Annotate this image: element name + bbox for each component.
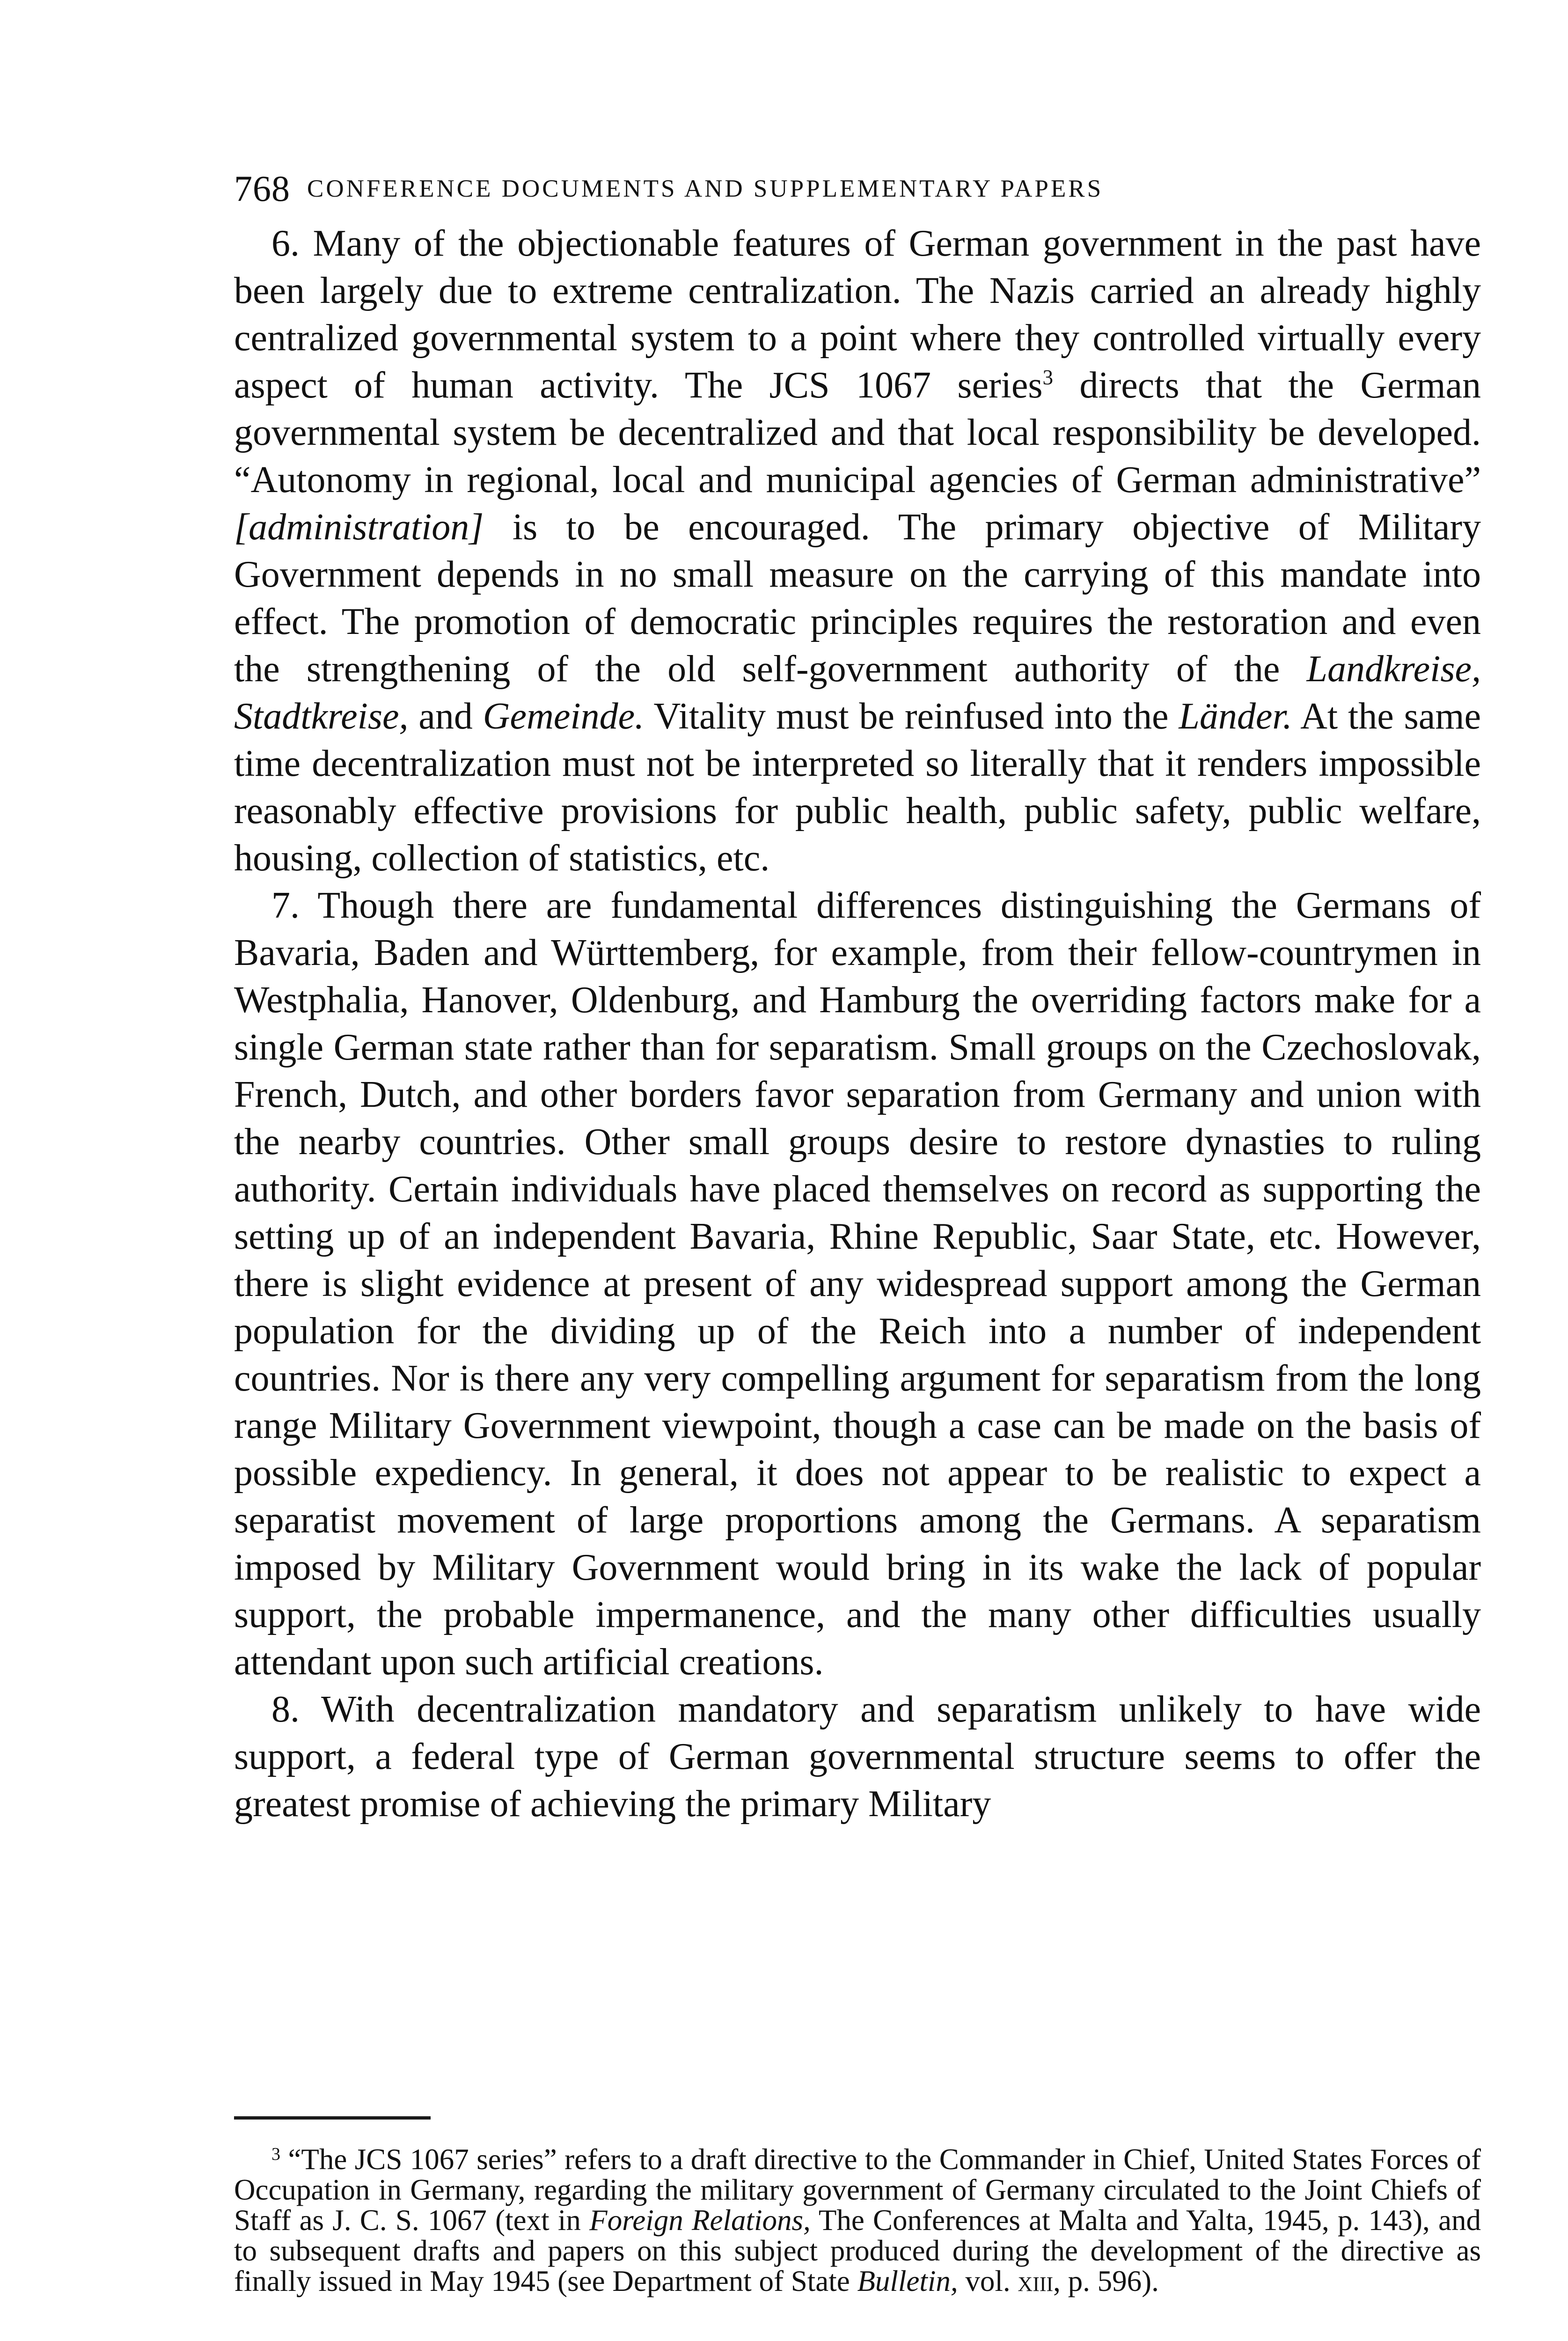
paragraph-7: 7. Though there are fundamental differences distinguishing the Germans of Bavaria, Baden and Württemberg, for example, from their fellow-countrymen in Westphalia, Hanover, Oldenburg, and Hamburg the overriding factors make for a single German state rather than for separatism. Small groups on the Czechoslovak, French, Dutch, and other borders favor separation from Germany and union with the nearby countries. Other small groups desire to restore dynasties to ruling authority. Certain individuals have placed themselves on record as supporting the setting up of an independent Bavaria, Rhine Republic, Saar State, etc. However, there is slight evidence at present of any widespread support among the German population for the dividing up of the Reich into a number of independent countries. Nor is there any very compelling argument for separatism from the long range Military Government viewpoint, though a case can be made on the basis of possible expediency. In general, it does not appear to be realistic to expect a separatist movement of large proportions among the Germans. A separatism imposed by Military Government would bring in its wake the lack of popular support, the probable impermanence, and the many other difficulties usually attendant upon such artificial creations.	[234, 885, 1481, 1683]
footnote-italic: Bulletin,	[857, 2265, 958, 2297]
page-header	[234, 158, 1479, 219]
paragraph-6-italic: Länder.	[1179, 696, 1292, 737]
footnote-text: The Conferences at Malta and Yalta, 1945, p. 143), and to subsequent drafts and papers on this subject produced during the development of the directive as finally issued in May 1945 (see Department of State	[234, 2204, 1481, 2297]
paragraph-6-italic: [administration]	[234, 507, 484, 548]
footnote-marker: 3	[271, 2144, 280, 2164]
footnote-rule	[234, 2116, 431, 2120]
footnote-text: vol.	[958, 2265, 1018, 2297]
footnote-text: , p. 596).	[1053, 2265, 1159, 2297]
running-head: CONFERENCE DOCUMENTS AND SUPPLEMENTARY PAPERS	[307, 175, 1104, 202]
paragraph-6-italic: Landkreise, Stadtkreise,	[234, 648, 1481, 737]
footnote-italic: Foreign Relations,	[589, 2204, 811, 2237]
footnote-reference: 3	[1042, 366, 1054, 389]
paragraph-6-text: directs that the German governmental system be decentralized and that local responsibility be developed. “Autonomy in regional, local and municipal agencies of German administrative”	[234, 365, 1481, 501]
footnote-text: “The JCS 1067 series” refers to a draft directive to the Commander in Chief, United States Forces of Occupation in Germany, regarding the military government of Germany circulated to the Joint Chiefs of Staff as J. C. S. 1067 (text in	[234, 2143, 1481, 2237]
footnote-volume: xiii	[1018, 2265, 1054, 2297]
page-number: 768	[234, 168, 290, 209]
paragraph-6-text: is to be encouraged. The primary objective of Military Government depends in no small measure on the carrying of this mandate into effect. The promotion of democratic principles requires the restoration and even the strengthening of the old self-government authority of the	[234, 507, 1481, 690]
paragraph-6-italic: Gemeinde.	[483, 696, 645, 737]
paragraph-6-text: At the same time decentralization must not be interpreted so literally that it renders impossible reasonably effective provisions for public health, public safety, public welfare, housing, collection of statistics, etc.	[234, 696, 1481, 879]
paragraph-6-text: Vitality must be reinfused into the	[644, 696, 1179, 737]
footnote	[234, 2144, 1481, 2297]
paragraph-8: 8. With decentralization mandatory and separatism unlikely to have wide support, a federal type of German governmental structure seems to offer the greatest promise of achieving the primary Military	[234, 1689, 1481, 1825]
paragraph-6-text: 6. Many of the objectionable features of German government in the past have been largely due to extreme centralization. The Nazis carried an already highly centralized governmental system to a point where they controlled virtually every aspect of human activity. The JCS 1067 series	[234, 223, 1481, 406]
paragraph-6	[234, 220, 1481, 882]
paragraph-6-text: and	[408, 696, 483, 737]
body-text	[234, 220, 1481, 1828]
